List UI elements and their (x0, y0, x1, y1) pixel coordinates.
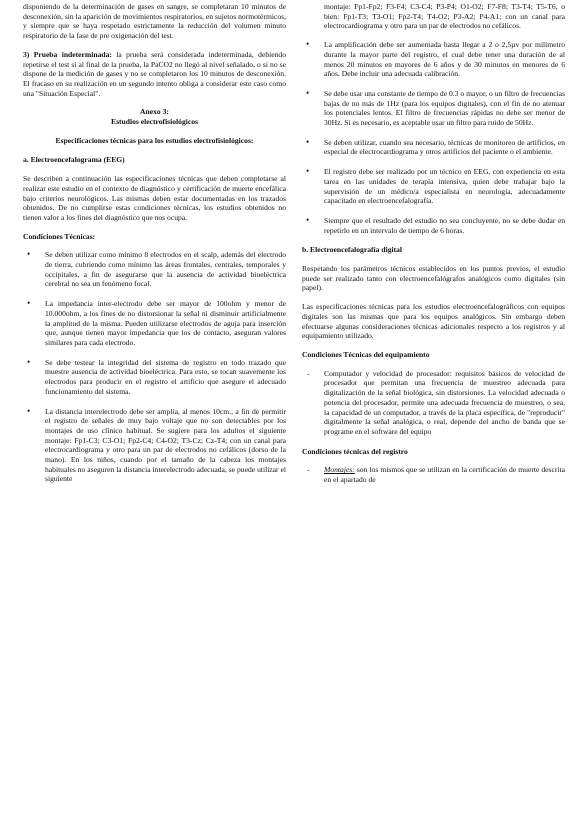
indeterminate-label: 3) Prueba indeterminada: (23, 49, 112, 59)
list-item: • Se deben utilizar, cuando sea necesario, técnicas de monitoreo de artificios, en especial de electrocardiograma y otros artificios del paciente o el ambiente. (302, 138, 565, 157)
digital-paragraph-1: Respetando los parámetros técnicos establecidos en los puntos previos, el estudio puede ser realizado tanto con electroencefalógrafos analógicos como digitales (sin papel). (302, 264, 565, 293)
list-item: - Computador y velocidad de procesador: requisitos básicos de velocidad de procesador que permitan una frecuencia de muestreo adecuada para digitalización de la señal biológica, sin distorsiones. La velocidad adecuada o potencia del procesador, permite una adecuada frecuencia de muestreo, o sea, la capacidad de un computador, a través de la placa específica, de "reproducir" digitalmente la señal analógica, o real, depende del ancho de banda que se programe en el software del equipo (302, 369, 565, 437)
recording-heading: Condiciones técnicas del registro (302, 446, 408, 456)
conditions-heading: Condiciones Técnicas: (23, 231, 96, 241)
list-item: • Se debe testear la integridad del sistema de registro en todo trazado que muestre ausencia de actividad bioeléctrica. Para esto, se tocan suavemente los electrodos para producir en el registro el artificio que asegure el adecuado funcionamiento del sistema. (23, 358, 286, 397)
list-item: • Se deben utilizar como mínimo 8 electrodos en el scalp, además del electrodo de tierra, cubriendo como mínimo las áreas frontales, centrales, temporales y occipitales, a fin de asegurarse que la ausencia de actividad bioeléctrica cerebral no sea un fenómeno focal. (23, 250, 286, 289)
left-column (23, 0, 286, 833)
indeterminate-text: la prueba será considerada indeterminada, debiendo repetirse el test si al final de la prueba, la PaCO2 no llegó al nivel señalado, o si no se dispone de la medición de gases y no se completaron los 10 minutos de desconexión. El fracaso en su realización en un segundo intento obliga a considerar este caso como una "Situación Especial". (23, 49, 286, 98)
eeg-intro: Se describen a continuación las especificaciones técnicas que deben completarse al realizar este estudio en el contexto de diagnóstico y certificación de muerte encefálica bajo criterios neurológicos. Las mismas deben estar documentadas en los trazados obtenidos. De no cumplirse estas condiciones técnicas, los estudios obtenidos no tienen valor a los fines del diagnóstico que nos ocupa. (23, 174, 286, 222)
recording-list (302, 465, 565, 484)
montage-continuation: montaje: Fp1-Fp2; F3-F4; C3-C4; P3-P4; O1-O2; F7-F8; T3-T4; T5-T6, o bien: Fp1-T3; T3-O1; Fp2-T4; T4-O2; P3-A2; P4-A1; con un canal para electrocardiograma y otro para un par de electrodos no cefálicos. (324, 2, 565, 31)
list-item: • La distancia interelectrodo debe ser amplia, al menos 10cm., a fin de permitir el registro de señales de muy bajo voltaje que no son detectables por los montajes de uso clínico habitual. Se sugiere para los adultos el siguiente montaje: Fp1-C3; C3-O1; Fp2-C4; C4-O2; T3-Cz; Cz-T4; con un canal para electrocardiograma y otro para un par de electrodos no cefálicos (dorso de la mano). En los niños, cuando por el tamaño de la cabeza los montajes habituales no aseguren la distancia interelectrodo adecuada, se puede utilizar el siguiente (23, 407, 286, 485)
spec-title: Especificaciones técnicas para los estudios electrofisiológicos: (55, 135, 254, 145)
eeg-heading: a. Electroencefalograma (EEG) (23, 155, 125, 165)
digital-eeg-heading: b. Electroencefalografía digital (302, 245, 403, 255)
list-item: • Siempre que el resultado del estudio no sea concluyente, no se debe dudar en repetirlo en un intervalo de tiempo de 6 horas. (302, 216, 565, 235)
montages-label: Montajes: (324, 465, 355, 475)
list-item: • La amplificación debe ser aumentada hasta llegar a 2 o 2,5µv por milímetro durante la mayor parte del registro, el cual debe tener una duración de al menos 20 minutos en mayores de 6 años y de 30 minutos en menores de 6 años. Debe incluir una adecuada calibración. (302, 40, 565, 79)
paragraph-apnea-test-end: disponiendo de la determinación de gases en sangre, se completaran 10 minutos de desconexión, sin la aparición de movimientos respiratorios, en sujetos normotérmicos, y siempre que se haya respetado estrictamente la reducción del volumen minuto respiratorio de la fase de pre oxigenación del test. (23, 2, 286, 41)
list-item (302, 465, 565, 484)
conditions-list-continued (302, 40, 565, 235)
list-item: • La impedancia inter-electrodo debe ser mayor de 100ohm y menor de 10.000ohm, a los fines de no distorsionar la señal ni disminuir artificialmente la amplitud de la misma. Pueden utilizarse electrodos de aguja para inserción que, aunque tienen mayor impedancia que los de contacto, aseguran valores similares para cada electrodo. (23, 299, 286, 348)
montages-text: son los mismos que se utilizan en la certificación de muerte descrita en el apartado de (324, 465, 565, 485)
annex-title: Anexo 3: (140, 107, 169, 117)
annex-subtitle: Estudios electrofisiológicos (111, 117, 198, 127)
paragraph-indeterminate-test (23, 50, 286, 99)
annex-heading (23, 107, 286, 126)
list-item: • Se debe usar una constante de tiempo de 0.3 o mayor, o un filtro de frecuencias bajas de no más de 1Hz (para los equipos digitales), con el fin de no atenuar los potenciales lentos. El filtro de frecuencias rápidas no debe ser menor de 30Hz. Si es necesario, es aceptable usar un filtro para ruido de 50Hz. (302, 89, 565, 128)
equipment-list (302, 369, 565, 437)
digital-paragraph-2: Las especificaciones técnicas para los estudios electroencefalográficos con equipos digitales son las mismas que para los equipos analógicos. Sin embargo deben efectuarse algunas consideraciones técnicas adicionales respecto a los registros y al equipamiento utilizado. (302, 302, 565, 341)
list-item: • El registro debe ser realizado por un técnico en EEG, con experiencia en esta tarea en las unidades de terapia intensiva, quien debe trabajar bajo la supervisión de un médico/a especialista en neurología, adecuadamente capacitado en electroencefalografía. (302, 167, 565, 206)
equipment-heading: Condiciones Técnicas del equipamiento (302, 349, 430, 359)
right-column (302, 0, 565, 833)
conditions-list (23, 250, 286, 484)
